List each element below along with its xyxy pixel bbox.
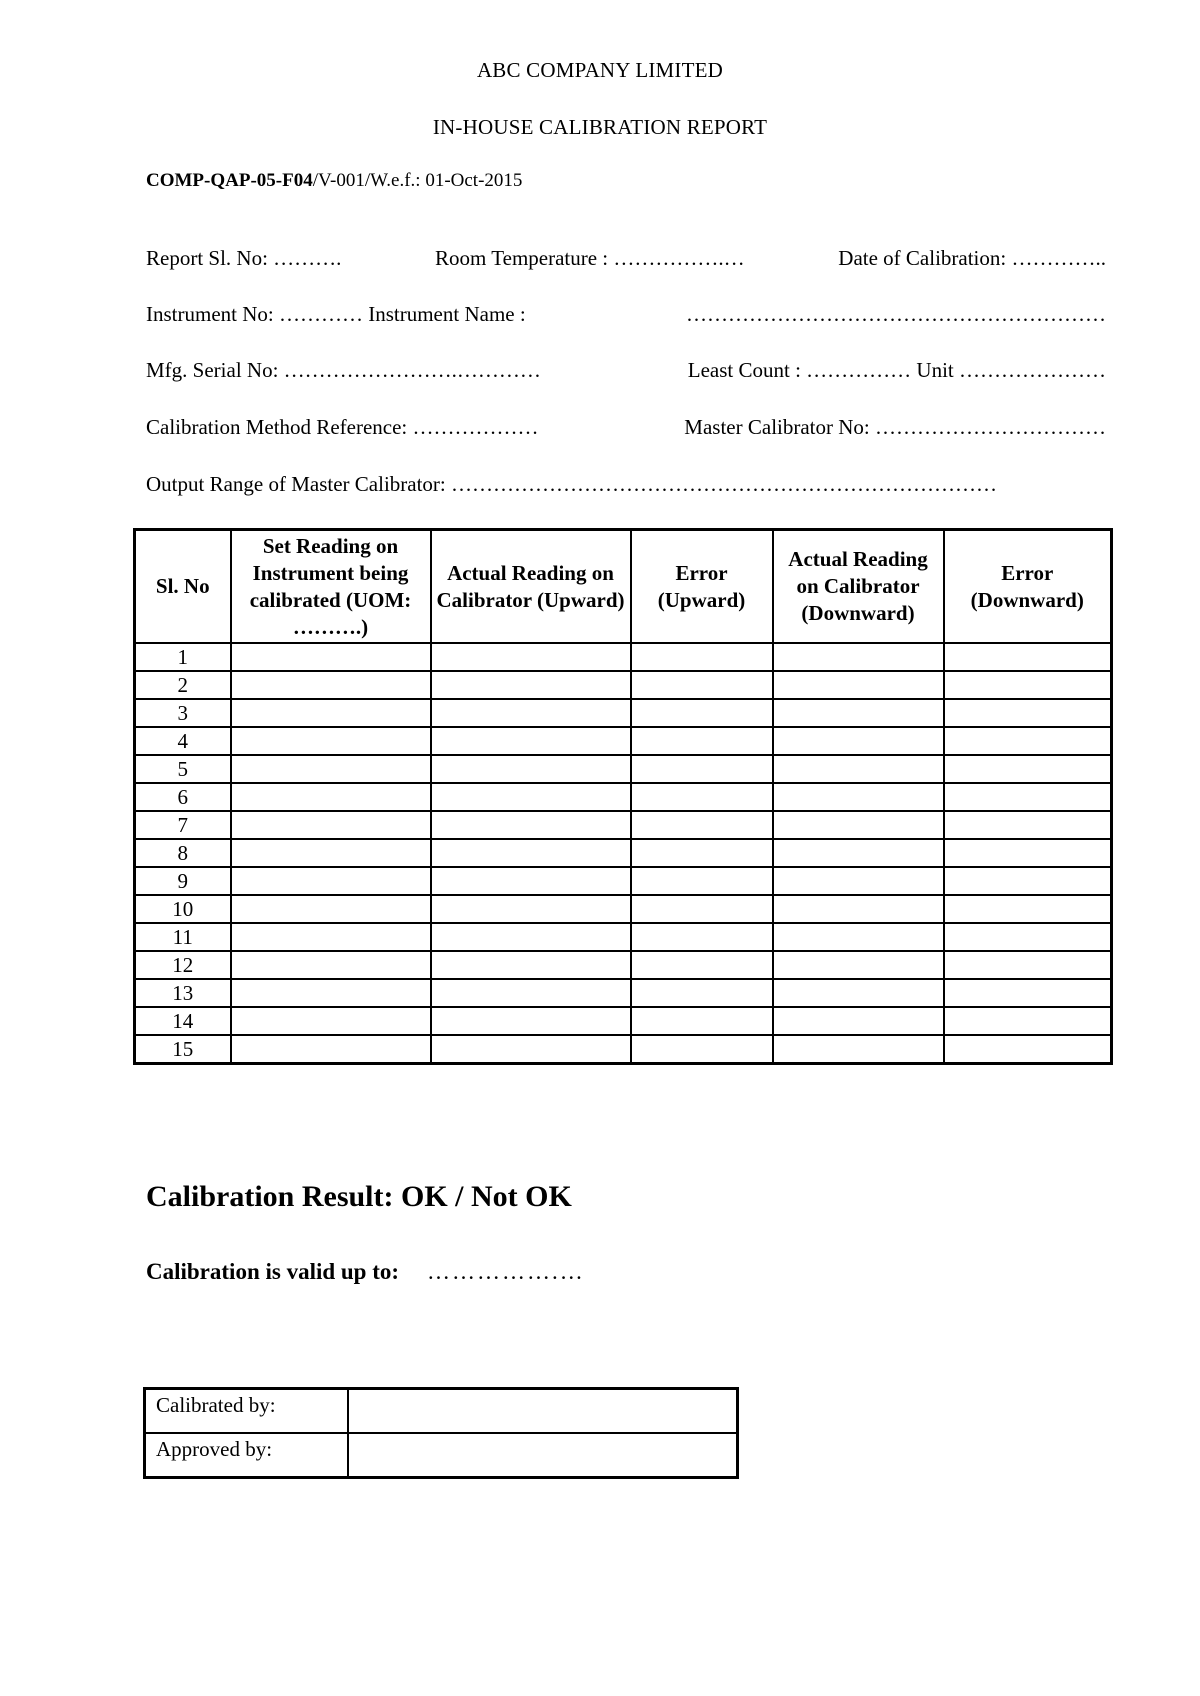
validity-date-field[interactable]: …………….… xyxy=(427,1259,585,1284)
row-sl-no: 14 xyxy=(135,1007,231,1035)
row-sl-no: 1 xyxy=(135,643,231,671)
error-downward-cell[interactable] xyxy=(944,699,1112,727)
error-downward-cell[interactable] xyxy=(944,979,1112,1007)
table-row xyxy=(135,671,1112,699)
actual-upward-cell[interactable] xyxy=(431,755,631,783)
field-row-method xyxy=(146,415,1106,440)
actual-downward-cell[interactable] xyxy=(773,811,944,839)
actual-downward-cell[interactable] xyxy=(773,783,944,811)
set-reading-cell[interactable] xyxy=(231,699,431,727)
field-row-output-range xyxy=(146,472,1106,497)
date-of-calibration-field[interactable]: Date of Calibration: ………….. xyxy=(838,246,1106,270)
error-downward-cell[interactable] xyxy=(944,755,1112,783)
set-reading-cell[interactable] xyxy=(231,839,431,867)
header-actual-reading-upward: Actual Reading on Calibrator (Upward) xyxy=(431,530,631,644)
set-reading-cell[interactable] xyxy=(231,979,431,1007)
instrument-name-field[interactable]: …………………………………………………… xyxy=(686,302,1106,326)
actual-upward-cell[interactable] xyxy=(431,811,631,839)
error-downward-cell[interactable] xyxy=(944,839,1112,867)
table-row xyxy=(135,923,1112,951)
actual-upward-cell[interactable] xyxy=(431,979,631,1007)
table-row xyxy=(135,979,1112,1007)
set-reading-cell[interactable] xyxy=(231,895,431,923)
actual-upward-cell[interactable] xyxy=(431,951,631,979)
error-upward-cell[interactable] xyxy=(631,867,773,895)
error-upward-cell[interactable] xyxy=(631,951,773,979)
row-sl-no: 8 xyxy=(135,839,231,867)
set-reading-cell[interactable] xyxy=(231,811,431,839)
actual-upward-cell[interactable] xyxy=(431,895,631,923)
actual-downward-cell[interactable] xyxy=(773,979,944,1007)
set-reading-cell[interactable] xyxy=(231,783,431,811)
table-header-row xyxy=(135,530,1112,644)
report-sl-no-field[interactable]: Report Sl. No: ………. xyxy=(146,246,342,270)
row-sl-no: 7 xyxy=(135,811,231,839)
master-calibrator-no-field[interactable]: Master Calibrator No: …………………………… xyxy=(684,415,1106,439)
table-row xyxy=(135,1007,1112,1035)
output-range-field[interactable]: Output Range of Master Calibrator: …………………………………………………………………… xyxy=(146,472,998,496)
error-downward-cell[interactable] xyxy=(944,783,1112,811)
approved-by-signature-cell[interactable] xyxy=(348,1433,738,1478)
document-code xyxy=(146,170,522,192)
actual-upward-cell[interactable] xyxy=(431,867,631,895)
actual-upward-cell[interactable] xyxy=(431,671,631,699)
row-sl-no: 9 xyxy=(135,867,231,895)
set-reading-cell[interactable] xyxy=(231,671,431,699)
table-row xyxy=(135,783,1112,811)
table-row xyxy=(135,727,1112,755)
error-downward-cell[interactable] xyxy=(944,727,1112,755)
instrument-no-field[interactable]: Instrument No: ………… Instrument Name : xyxy=(146,302,526,326)
header-set-reading: Set Reading on Instrument being calibrated (UOM: ……….) xyxy=(231,530,431,644)
actual-upward-cell[interactable] xyxy=(431,699,631,727)
set-reading-cell[interactable] xyxy=(231,867,431,895)
header-actual-reading-downward: Actual Reading on Calibrator (Downward) xyxy=(773,530,944,644)
actual-downward-cell[interactable] xyxy=(773,923,944,951)
error-downward-cell[interactable] xyxy=(944,643,1112,671)
error-downward-cell[interactable] xyxy=(944,811,1112,839)
error-upward-cell[interactable] xyxy=(631,811,773,839)
table-row xyxy=(135,951,1112,979)
row-sl-no: 2 xyxy=(135,671,231,699)
header-sl-no: Sl. No xyxy=(135,530,231,644)
error-downward-cell[interactable] xyxy=(944,951,1112,979)
error-upward-cell[interactable] xyxy=(631,783,773,811)
row-sl-no: 11 xyxy=(135,923,231,951)
set-reading-cell[interactable] xyxy=(231,643,431,671)
calibration-method-field[interactable]: Calibration Method Reference: ……………… xyxy=(146,415,539,439)
actual-downward-cell[interactable] xyxy=(773,643,944,671)
actual-upward-cell[interactable] xyxy=(431,643,631,671)
table-row xyxy=(135,755,1112,783)
error-downward-cell[interactable] xyxy=(944,1035,1112,1064)
error-upward-cell[interactable] xyxy=(631,923,773,951)
error-upward-cell[interactable] xyxy=(631,979,773,1007)
row-sl-no: 13 xyxy=(135,979,231,1007)
actual-downward-cell[interactable] xyxy=(773,1007,944,1035)
actual-upward-cell[interactable] xyxy=(431,1007,631,1035)
calibrated-by-row xyxy=(145,1389,738,1434)
error-upward-cell[interactable] xyxy=(631,895,773,923)
calibrated-by-label: Calibrated by: xyxy=(145,1389,348,1434)
actual-downward-cell[interactable] xyxy=(773,867,944,895)
error-upward-cell[interactable] xyxy=(631,839,773,867)
validity-label: Calibration is valid up to: xyxy=(146,1259,400,1284)
set-reading-cell[interactable] xyxy=(231,1035,431,1064)
set-reading-cell[interactable] xyxy=(231,923,431,951)
row-sl-no: 6 xyxy=(135,783,231,811)
calibration-readings-table xyxy=(133,528,1113,1065)
calibration-result: Calibration Result: OK / Not OK xyxy=(146,1180,572,1213)
set-reading-cell[interactable] xyxy=(231,1007,431,1035)
table-row xyxy=(135,867,1112,895)
header-error-upward: Error (Upward) xyxy=(631,530,773,644)
field-row-serial xyxy=(146,358,1106,383)
signoff-table xyxy=(143,1387,739,1479)
table-row xyxy=(135,643,1112,671)
actual-upward-cell[interactable] xyxy=(431,839,631,867)
calibrated-by-signature-cell[interactable] xyxy=(348,1389,738,1434)
error-upward-cell[interactable] xyxy=(631,1035,773,1064)
row-sl-no: 15 xyxy=(135,1035,231,1064)
row-sl-no: 12 xyxy=(135,951,231,979)
set-reading-cell[interactable] xyxy=(231,727,431,755)
set-reading-cell[interactable] xyxy=(231,951,431,979)
actual-downward-cell[interactable] xyxy=(773,1035,944,1064)
error-upward-cell[interactable] xyxy=(631,699,773,727)
actual-downward-cell[interactable] xyxy=(773,755,944,783)
table-row xyxy=(135,895,1112,923)
error-upward-cell[interactable] xyxy=(631,1007,773,1035)
report-title: IN-HOUSE CALIBRATION REPORT xyxy=(432,115,768,139)
approved-by-row xyxy=(145,1433,738,1478)
mfg-serial-no-field[interactable]: Mfg. Serial No: …………………….………… xyxy=(146,358,541,382)
actual-downward-cell[interactable] xyxy=(773,699,944,727)
actual-downward-cell[interactable] xyxy=(773,895,944,923)
error-upward-cell[interactable] xyxy=(631,671,773,699)
actual-downward-cell[interactable] xyxy=(773,951,944,979)
actual-downward-cell[interactable] xyxy=(773,727,944,755)
error-downward-cell[interactable] xyxy=(944,923,1112,951)
actual-upward-cell[interactable] xyxy=(431,1035,631,1064)
error-upward-cell[interactable] xyxy=(631,643,773,671)
calibration-validity xyxy=(146,1259,585,1285)
field-row-instrument xyxy=(146,302,1106,327)
actual-upward-cell[interactable] xyxy=(431,923,631,951)
table-row xyxy=(135,811,1112,839)
actual-upward-cell[interactable] xyxy=(431,783,631,811)
table-row xyxy=(135,839,1112,867)
approved-by-label: Approved by: xyxy=(145,1433,348,1478)
set-reading-cell[interactable] xyxy=(231,755,431,783)
actual-downward-cell[interactable] xyxy=(773,671,944,699)
row-sl-no: 4 xyxy=(135,727,231,755)
document-code-number: COMP-QAP-05-F04 xyxy=(146,170,313,191)
company-name: ABC COMPANY LIMITED xyxy=(476,58,724,82)
error-upward-cell[interactable] xyxy=(631,727,773,755)
row-sl-no: 3 xyxy=(135,699,231,727)
error-downward-cell[interactable] xyxy=(944,895,1112,923)
header-error-downward: Error (Downward) xyxy=(944,530,1112,644)
room-temperature-field[interactable]: Room Temperature : …………….… xyxy=(435,246,745,270)
error-downward-cell[interactable] xyxy=(944,867,1112,895)
document-code-version: /V-001/W.e.f.: 01-Oct-2015 xyxy=(312,170,523,191)
readings-body xyxy=(135,643,1112,1064)
row-sl-no: 5 xyxy=(135,755,231,783)
table-row xyxy=(135,1035,1112,1064)
actual-downward-cell[interactable] xyxy=(773,839,944,867)
actual-upward-cell[interactable] xyxy=(431,727,631,755)
field-row-report xyxy=(146,246,1106,271)
error-downward-cell[interactable] xyxy=(944,1007,1112,1035)
error-upward-cell[interactable] xyxy=(631,755,773,783)
least-count-unit-field[interactable]: Least Count : …………… Unit ………………… xyxy=(687,358,1106,382)
row-sl-no: 10 xyxy=(135,895,231,923)
error-downward-cell[interactable] xyxy=(944,671,1112,699)
table-row xyxy=(135,699,1112,727)
